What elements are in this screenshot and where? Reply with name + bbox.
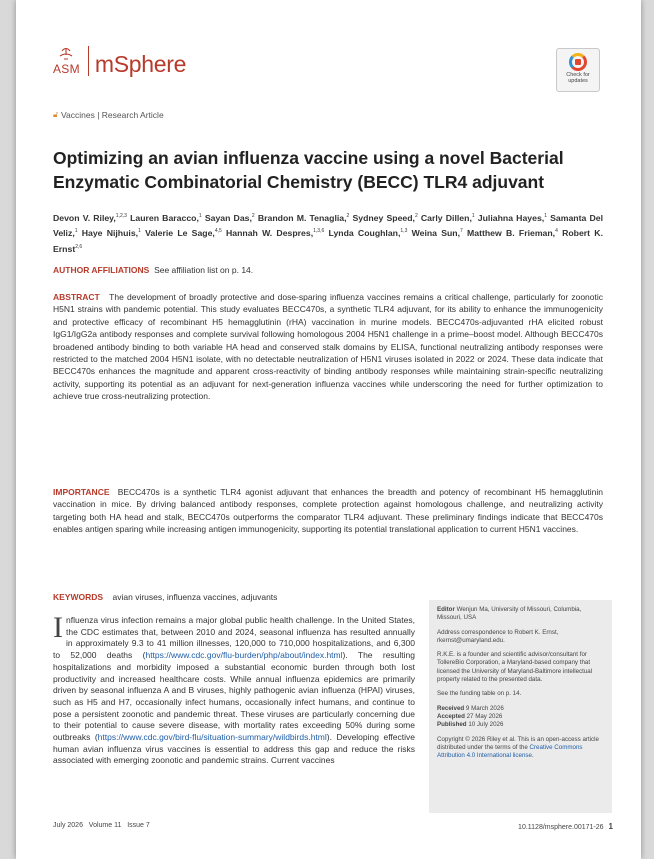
article-info-sidebar: [429, 600, 612, 813]
open-access-lock-icon: 🔓︎: [53, 110, 59, 119]
introduction-text: [53, 611, 415, 767]
footer-doi-page: [518, 822, 613, 831]
article-title: Optimizing an avian influenza vaccine using a novel Bacterial Enzymatic Combinatorial Chemistry (BECC) TLR4 adjuvant: [53, 148, 564, 192]
abstract-label: ABSTRACT: [53, 292, 100, 302]
check-updates-line2: updates: [568, 78, 588, 84]
date-published: [437, 721, 604, 729]
check-updates-icon: [569, 53, 587, 71]
importance-text: BECC470s is a synthetic TLR4 agonist adjuvant that enhances the breadth and potency of recombinant H5 hemagglutinin vaccination in mice. By driving balanced antibody responses, complete protection against homologous challenge, and neutralizing activity targeting both HA head and stalk, BECC470s outperforms the comparator TLR4 adjuvant. These preliminary findings indicate that BECC470s enables antigen sparing while increasing antigen immunogenicity, supporting its potential translational application to current H5N1 vaccines.: [53, 487, 603, 535]
keywords-label: KEYWORDS: [53, 592, 104, 602]
received-date: 9 March 2026: [465, 704, 504, 712]
check-updates-line1: Check for: [566, 72, 590, 78]
affiliations-label: AUTHOR AFFILIATIONS: [53, 265, 150, 275]
body-part2: ). The resulting hospitalizations and morbidity imposed a substantial economic burden through both lost productivity and increased healthcare costs. While annual influenza epidemics are primarily driven by seasonal influenza A and B viruses, highly pathogenic avian influenza (HPAI) viruses, such as H5 and H7, occasionally infect humans, occasionally infect humans, and continue to pose a persistent zoonotic and pandemic threat. These viruses are particularly concerning due to their potential to cause severe disease, with mortality rates exceeding 50% during some outbreaks (: [53, 650, 415, 743]
copyright: [437, 736, 604, 761]
importance-label: IMPORTANCE: [53, 487, 110, 497]
editor-label: Editor: [437, 606, 455, 613]
doi[interactable]: 10.1128/msphere.00171-26: [518, 824, 604, 831]
abstract-text: The development of broadly protective and dose-sparing influenza vaccines remains a critical challenge, particularly for zoonotic H5N1 strains with pandemic potential. This study evaluates BECC470s, a synthetic TLR4 adjuvant, for its ability to enhance the immunogenicity and protective efficacy of recombinant H5 hemagglutinin (rHA) vaccination in murine models. BECC470s-adjuvanted rHA elicited robust IgG1/IgG2a antibody responses and complete survival following homologous 2004 H5N1 challenge in a prime–boost model. Although BECC470s broadened antibody binding to both variable HA head and conserved stalk domains by ELISA, functional neutralizing antibody responses were restricted to the matched 2004 H5N1 isolate, with no detectable neutralization of H5N1 viruses isolated in 2022 or 2024. These data indicate that BECC470s enhances the magnitude and apparent cross-reactivity of binding antibody responses while maintaining strain-specific neutralizing activity, supporting its potential as an adjuvant for next-generation influenza vaccines while underscoring the need for further optimization to achieve true cross-neutralizing protection.: [53, 292, 604, 402]
page-number: 1: [608, 822, 613, 831]
accepted-label: Accepted: [437, 712, 465, 720]
drop-cap: I: [53, 611, 63, 644]
published-date: 10 July 2026: [468, 721, 504, 729]
cdc-flu-burden-link[interactable]: https://www.cdc.gov/flu-burden/php/about/index.html: [145, 650, 343, 661]
keywords: [53, 592, 277, 602]
author-list: Devon V. Riley,$^{1,2,3}$ Lauren Baracco,$^1$ Sayan Das,$^2$ Brandon M. Tenaglia,$^2$ Sydney Speed,$^2$ Carly Dillen,$^1$ Juliahna Hayes,$^1$ Samanta Del Veliz,$^1$ Haye Nijhuis,$^1$ Valerie Le Sage,$^{4,5}$ Hannah W. Despres,$^{1,3,6}$ Lynda Coughlan,$^{1,3}$ Weina Sun,$^7$ Matthew B. Frieman,$^4$ Robert K. Ernst$^{2,6}$: [53, 212, 603, 254]
section-tag-text: Vaccines | Research Article: [61, 110, 164, 120]
funding-link[interactable]: See the funding table on p. 14.: [437, 690, 522, 698]
cdc-bird-flu-link[interactable]: https://www.cdc.gov/bird-flu/situation-summary/wildbirds.html: [97, 732, 327, 743]
asm-emblem-icon: [57, 47, 75, 61]
abstract: [53, 291, 603, 403]
copyright-text: Copyright © 2026 Riley et al. This is an open-access article distributed under the terms of the: [437, 735, 599, 751]
license-link[interactable]: Creative Commons Attribution 4.0 International license: [437, 743, 583, 760]
published-label: Published: [437, 721, 467, 729]
date-accepted: [437, 713, 604, 721]
asm-logo: [53, 47, 80, 76]
conflict-statement: R.K.E. is a founder and scientific advisor/consultant for TollereBio Corporation, a Maryland-based company that licensed the University of Maryland-Baltimore intellectual property related to the presented data.: [437, 651, 593, 684]
body-part1: nfluenza virus infection remains a major global public health challenge. In the United States, the CDC estimates that, between 2010 and 2024, seasonal influenza has resulted annually in approximately 9.3 to 41 million illnesses, 120,000 to 710,000 hospitalizations, and 6,300 to 52,000 deaths (: [53, 615, 415, 661]
body-part3: ). Developing effective human avian influenza virus vaccines is essential to address this gap and reduce the risks associated with emerging zoonotic and pandemic strains. Current vaccines: [53, 732, 415, 766]
copyright-end: .: [531, 752, 534, 760]
editor-info: [437, 606, 604, 623]
affiliations-link[interactable]: See affiliation list on p. 14.: [154, 265, 254, 275]
section-tag: [53, 110, 164, 120]
publisher-name: ASM: [53, 62, 80, 76]
issue-info: July 2026 Volume 11 Issue 7: [53, 822, 150, 829]
editor-text: Wenjun Ma, University of Missouri, Columbia, Missouri, USA: [437, 606, 582, 622]
accepted-date: 27 May 2026: [466, 712, 503, 720]
article-page: [16, 0, 641, 859]
keywords-text: avian viruses, influenza vaccines, adjuvants: [112, 592, 278, 602]
date-received: [437, 705, 604, 713]
journal-logo[interactable]: [53, 46, 186, 76]
importance: [53, 486, 603, 536]
received-label: Received: [437, 704, 465, 712]
logo-divider: [88, 46, 89, 76]
journal-name: mSphere: [94, 51, 187, 77]
correspondence[interactable]: Address correspondence to Robert K. Ernst, rkernst@umaryland.edu.: [437, 628, 559, 644]
author-affiliations: [53, 265, 253, 275]
check-for-updates-button[interactable]: [556, 48, 600, 92]
